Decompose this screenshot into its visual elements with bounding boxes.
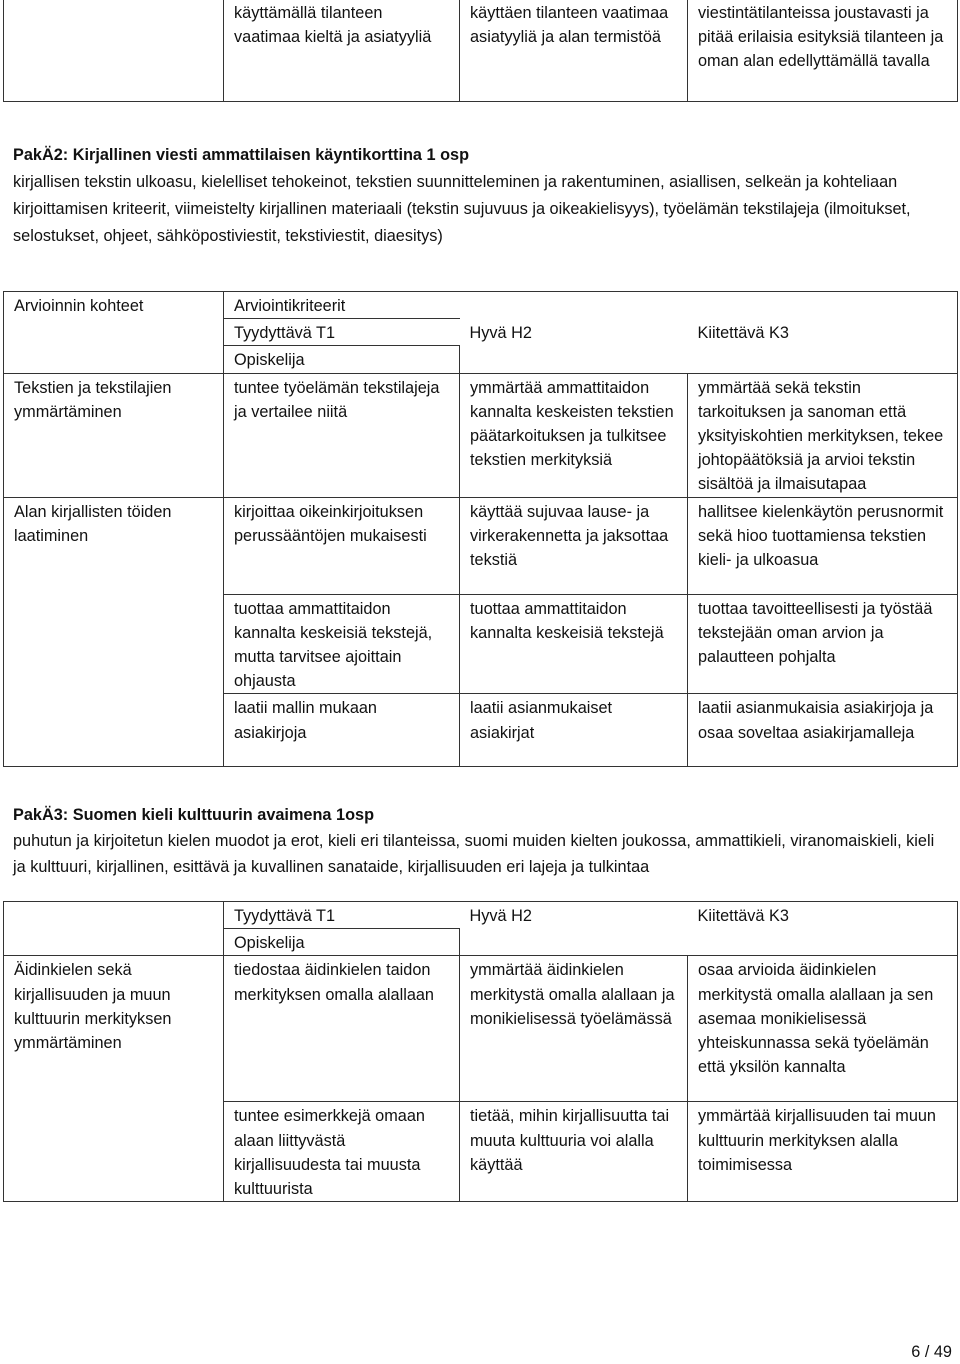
cell-k3: laatii asianmukaisia asiakirjoja ja osaa soveltaa asiakirjamalleja <box>688 694 958 767</box>
cell-t1: kirjoittaa oikeinkirjoituksen perussääntöjen mukaisesti <box>224 497 460 594</box>
cell-h2: ymmärtää ammattitaidon kannalta keskeisten tekstien päätarkoituksen ja tulkitsee tekstien merkityksiä <box>460 373 688 497</box>
cell-k3: ymmärtää sekä tekstin tarkoituksen ja sanoman että yksityiskohtien merkityksen, tekee johtopäätöksiä ja arvioi tekstin sisältöä ja ilmaisutapaa <box>688 373 958 497</box>
level-k3: Kiitettävä K3 <box>688 902 958 929</box>
col-header-criteria: Arviointikriteerit <box>224 292 958 319</box>
assessment-table-paka3 <box>3 901 958 1202</box>
level-h2: Hyvä H2 <box>469 323 532 342</box>
level-h2: Hyvä H2 <box>469 907 532 925</box>
top-cell-k3: viestintätilanteissa joustavasti ja pitää erilaisia esityksiä tilanteen ja oman alan edellyttämällä tavalla <box>688 0 958 102</box>
role-label: Opiskelija <box>224 929 460 956</box>
level-k3: Kiitettävä K3 <box>688 319 958 346</box>
level-t1: Tyydyttävä T1 <box>224 319 460 346</box>
cell-k3: tuottaa tavoitteellisesti ja työstää tekstejään oman arvion ja palautteen pohjalta <box>688 594 958 694</box>
section-heading: PakÄ3: Suomen kieli kulttuurin avaimena 1osp <box>13 806 375 824</box>
cell-t1: tiedostaa äidinkielen taidon merkityksen omalla alallaan <box>224 956 460 1102</box>
cell-h2: tietää, mihin kirjallisuutta tai muuta kulttuuria voi alalla käyttää <box>460 1102 688 1202</box>
cell-h2: ymmärtää äidinkielen merkitystä omalla alallaan ja monikielisessä työelämässä <box>460 956 688 1102</box>
cell-h2: käyttää sujuvaa lause- ja virkerakennetta ja jaksottaa tekstiä <box>460 497 688 594</box>
cell-h2: tuottaa ammattitaidon kannalta keskeisiä tekstejä <box>460 594 688 694</box>
cell-t1: tuntee esimerkkejä omaan alaan liittyvästä kirjallisuudesta tai muusta kulttuurista <box>224 1102 460 1202</box>
top-cell-h2: käyttäen tilanteen vaatimaa asiatyyliä ja alan termistöä <box>460 0 688 102</box>
top-criteria-table <box>3 0 958 102</box>
section-paka2 <box>13 142 948 250</box>
cell-h2: laatii asianmukaiset asiakirjat <box>460 694 688 767</box>
cell-t1: tuntee työelämän tekstilajeja ja vertailee niitä <box>224 373 460 497</box>
col-header-targets: Arvioinnin kohteet <box>4 292 224 319</box>
cell-k3: osaa arvioida äidinkielen merkitystä omalla alallaan ja sen asemaa monikielisessä yhteiskunnassa sekä työelämän että yksilön kannalta <box>688 956 958 1102</box>
role-label: Opiskelija <box>224 346 460 373</box>
row-target: Äidinkielen sekä kirjallisuuden ja muun kulttuurin merkityksen ymmärtäminen <box>4 956 224 1102</box>
top-cell-t1: käyttämällä tilanteen vaatimaa kieltä ja asiatyyliä <box>224 0 460 102</box>
section-body: puhutun ja kirjoitetun kielen muodot ja erot, kieli eri tilanteissa, suomi muiden kielten joukossa, ammattikieli, viranomaiskieli, kieli ja kulttuuri, kirjallinen, esittävä ja kuvallinen sanataide, kirjallisuuden eri lajeja ja tulkintaa <box>13 832 935 876</box>
assessment-table-paka2 <box>3 291 958 767</box>
cell-t1: laatii mallin mukaan asiakirjoja <box>224 694 460 767</box>
level-t1: Tyydyttävä T1 <box>234 907 336 925</box>
section-body: kirjallisen tekstin ulkoasu, kielelliset tehokeinot, tekstien suunnitteleminen ja rakentuminen, asiallisen, selkeän ja kohteliaan kirjoittamisen kriteerit, viimeistelty kirjallinen materiaali (tekstin sujuvuus ja oikeakielisyys), työelämän tekstilajeja (ilmoitukset, selostukset, ohjeet, sähköpostiviestit, tekstiviestit, diaesitys) <box>13 173 911 245</box>
section-heading: PakÄ2: Kirjallinen viesti ammattilaisen käyntikorttina 1 osp <box>13 146 470 164</box>
section-paka3 <box>13 802 948 880</box>
cell-k3: hallitsee kielenkäytön perusnormit sekä hioo tuottamiensa tekstien kieli- ja ulkoasua <box>688 497 958 594</box>
row-target: Alan kirjallisten töiden laatiminen <box>4 497 224 594</box>
page-number: 6 / 49 <box>911 1343 952 1361</box>
cell-k3: ymmärtää kirjallisuuden tai muun kulttuurin merkityksen alalla toimimisessa <box>688 1102 958 1202</box>
cell-t1: tuottaa ammattitaidon kannalta keskeisiä tekstejä, mutta tarvitsee ajoittain ohjausta <box>224 594 460 694</box>
row-target: Tekstien ja tekstilajien ymmärtäminen <box>4 373 224 497</box>
top-empty-cell <box>4 0 224 102</box>
